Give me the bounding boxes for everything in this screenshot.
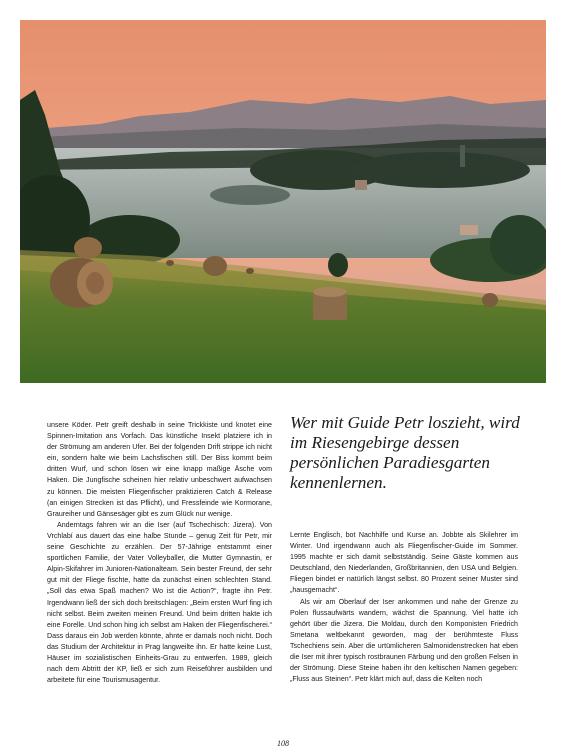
paragraph: Anderntags fahren wir an die Iser (auf Tschechisch: Jizera). Von Vrchlabí aus dauert das eine halbe Stunde – genug Zeit für Petr, mir seine Geschichte zu erzählen. Der 57-Jährige entstammt einer sportlichen Familie, der Vater Volleyballer, die Mutter Gymnastin, er Alpin-Skifahrer im Junioren-Nationalteam. Sein bester Freund, der sehr gut mit der Fliege fischte, hatte da zunächst einen schlechten Stand. „Soll das etwa Spaß machen? Wo ist die Action?“, fragte ihn Petr. Irgendwann ließ der sich doch breitschlagen: „Beim ersten Wurf fing ich nicht selbst. Beim zweiten meinen Freund. Und beim dritten hakte ich eine Forelle. Und schon hing ich selbst am Haken der Fliegenfischerei.“ Dass daraus ein Job werden könnte, ahnte er damals noch nicht. Doch das Studium der Architektur in Prag langweilte ihn. Er hatte keine Lust, Häuser im sozialistischen Einheits-Grau zu entwerfen. 1989, gleich nach dem Abtritt der KP, ließ er sich zum Reiseführer ausbilden und arbeitete für eine Tourismusagentur. <box>47 520 272 685</box>
misty-valley-with-hay-bales-icon <box>20 20 546 383</box>
text-column-right <box>290 530 518 685</box>
paragraph: Lernte Englisch, bot Nachhilfe und Kurse an. Jobbte als Skilehrer im Winter. Und irgendwann auch als Fliegenfischer-Guide im Sommer. 1995 machte er sich damit selbstständig. Seine Gäste kommen aus Deutschland, den Niederlanden, Großbritannien, den USA und Belgien. Fliegen bindet er natürlich längst selbst. 80 Prozent seiner Muster sind „hausgemacht“. <box>290 531 518 595</box>
paragraph: unsere Köder. Petr greift deshalb in seine Trickkiste und knotet eine Spinnen-Imitation ans Vorfach. Das künstliche Insekt platziere ich in der Strömung am anderen Ufer. Bei der folgenden Drift strippe ich nicht ein, sondern halte wie beim Lachsfischen still. Der Biss kommt beim dritten Wurf, und schon lösen wir eine knapp maßige Äsche vom Haken. Die Jungfische scheinen hier relativ unbeschwert aufwachsen zu können. Die meisten Fliegenfischer praktizieren Catch & Release (an einigen Strecken ist das Pflicht), und Fressfeinde wie Kormorane, Graureiher und Gänsesäger gibt es zum Glück nur wenige. <box>47 421 272 518</box>
landscape-photo <box>20 20 546 383</box>
text-column-left <box>47 420 272 686</box>
paragraph: Als wir am Oberlauf der Iser ankommen und nahe der Grenze zu Polen flussaufwärts wandern, wächst die Spannung. Viel hatte ich gehört über die Jizera. Die Moldau, durch den Komponisten Friedrich Smetana weltbekannt geworden, mag der berühmteste Fluss Tschechiens sein. Aber die urtümlicheren Salmonidenstrecken hat eben die Iser mit ihrer typisch rostbraunen Färbung und den großen Felsen in der Strömung. Diese Steine haben ihr den keltischen Namen gegeben: „Fluss aus Steinen“. Petr klärt mich auf, dass die Kelten noch <box>290 597 518 684</box>
page-number: 108 <box>277 739 289 748</box>
pull-quote: Wer mit Guide Petr loszieht, wird im Riesengebirge dessen persönlichen Paradiesgarten kennenlernen. <box>290 413 520 492</box>
hay-bale-icon <box>50 258 113 308</box>
